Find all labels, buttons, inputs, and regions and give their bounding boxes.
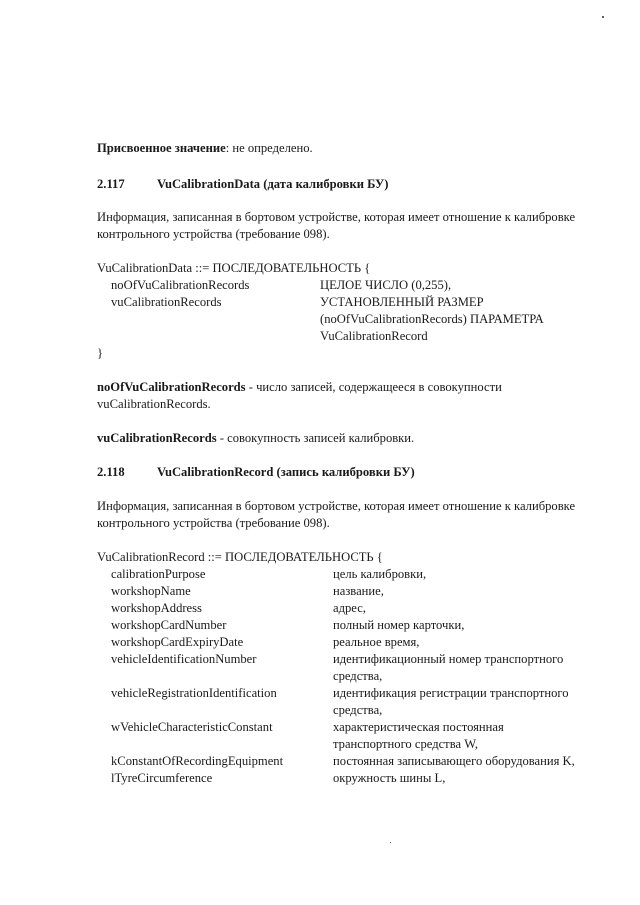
section-title-2-117: VuCalibrationData (дата калибровки БУ) — [157, 177, 389, 191]
section-number-2-118: 2.118 — [97, 465, 125, 479]
field-name: calibrationPurpose — [111, 567, 206, 581]
field-name: vehicleRegistrationIdentification — [111, 686, 277, 700]
field-name: workshopName — [111, 584, 191, 598]
note-text: - число записей, содержащееся в совокупности — [245, 380, 502, 394]
speck-mark — [602, 16, 604, 18]
speck-mark — [390, 842, 391, 843]
field-type: постоянная записывающего оборудования K, — [333, 754, 575, 768]
section-2-118-description-line-2: контрольного устройства (требование 098). — [97, 516, 330, 530]
field-type: УСТАНОВЛЕННЫЙ РАЗМЕР — [320, 295, 484, 309]
assigned-value-label: Присвоенное значение — [97, 141, 226, 155]
note-term: noOfVuCalibrationRecords — [97, 380, 246, 394]
field-type: характеристическая постоянная — [333, 720, 504, 734]
note-term: vuCalibrationRecords — [97, 431, 217, 445]
field-type: идентификация регистрации транспортного — [333, 686, 569, 700]
section-title-2-118: VuCalibrationRecord (запись калибровки БУ) — [157, 465, 415, 479]
assigned-value-text: : не определено. — [225, 141, 313, 155]
definition-close-brace: } — [97, 346, 104, 360]
note-text: - совокупность записей калибровки. — [216, 431, 415, 445]
field-type: реальное время, — [333, 635, 420, 649]
note-no-of-vu-calibration-records-line-2: vuCalibrationRecords. — [97, 397, 211, 411]
field-name: workshopCardNumber — [111, 618, 227, 632]
field-type-continued: (noOfVuCalibrationRecords) ПАРАМЕТРА — [320, 312, 544, 326]
field-type: идентификационный номер транспортного — [333, 652, 564, 666]
field-name: workshopAddress — [111, 601, 202, 615]
field-name: noOfVuCalibrationRecords — [111, 278, 250, 292]
note-vu-calibration-records — [97, 430, 414, 447]
field-type-continued: транспортного средства W, — [333, 737, 479, 751]
section-2-118-description-line-1: Информация, записанная в бортовом устройстве, которая имеет отношение к калибровке — [97, 499, 576, 513]
field-name: kConstantOfRecordingEquipment — [111, 754, 284, 768]
field-name: wVehicleCharacteristicConstant — [111, 720, 273, 734]
field-type: окружность шины L, — [333, 771, 446, 785]
field-type-continued: средства, — [333, 703, 383, 717]
vu-calibration-record-definition-open: VuCalibrationRecord ::= ПОСЛЕДОВАТЕЛЬНОСТЬ { — [97, 550, 383, 564]
field-type-continued: средства, — [333, 669, 383, 683]
field-type: полный номер карточки, — [333, 618, 465, 632]
section-2-117-description-line-2: контрольного устройства (требование 098). — [97, 227, 330, 241]
field-name: vehicleIdentificationNumber — [111, 652, 257, 666]
vu-calibration-data-definition-open: VuCalibrationData ::= ПОСЛЕДОВАТЕЛЬНОСТЬ { — [97, 261, 371, 275]
section-number-2-117: 2.117 — [97, 177, 125, 191]
assigned-value-line — [97, 140, 313, 157]
field-type: адрес, — [333, 601, 366, 615]
field-name: lTyreCircumference — [111, 771, 213, 785]
field-type: цель калибровки, — [333, 567, 427, 581]
field-type: название, — [333, 584, 384, 598]
field-name: vuCalibrationRecords — [111, 295, 222, 309]
field-type-continued: VuCalibrationRecord — [320, 329, 428, 343]
field-type: ЦЕЛОЕ ЧИСЛО (0,255), — [320, 278, 452, 292]
note-no-of-vu-calibration-records — [97, 379, 502, 396]
section-2-117-description-line-1: Информация, записанная в бортовом устройстве, которая имеет отношение к калибровке — [97, 210, 576, 224]
field-name: workshopCardExpiryDate — [111, 635, 244, 649]
